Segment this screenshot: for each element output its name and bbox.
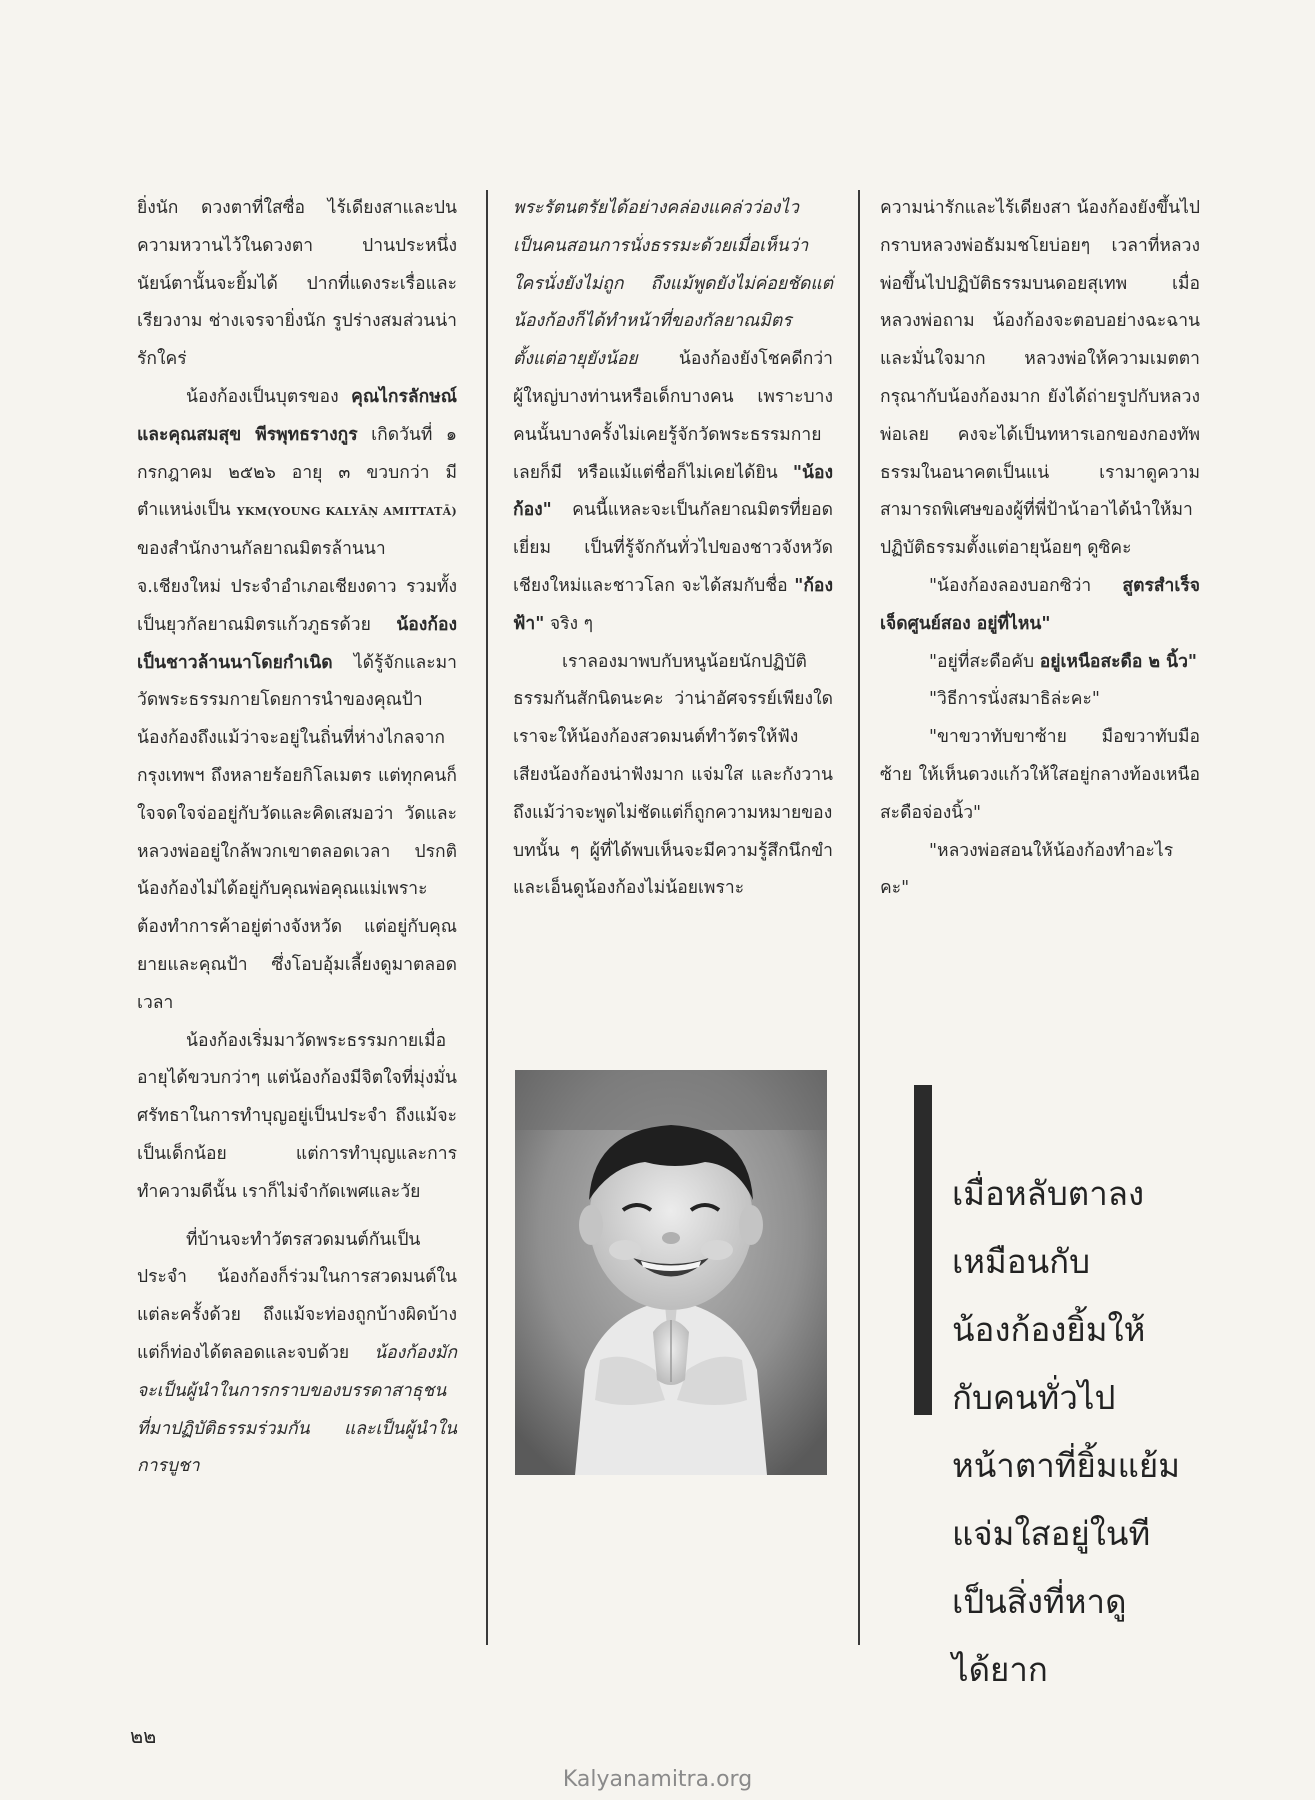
position-title: YKM(YOUNG KALYĀṆ AMITTATĀ)	[236, 505, 457, 519]
bold-phrase: น้องก้องเป็นชาวล้านนาโดยกำเนิด	[137, 614, 457, 673]
dialogue-line: "หลวงพ่อสอนให้น้องก้องทำอะไรคะ"	[880, 840, 1174, 899]
pullquote-line: แจ่มใสอยู่ในที	[952, 1514, 1151, 1553]
text: ของสำนักงานกัลยาณมิตรล้านนา จ.เชียงใหม่ ประจำอำเภอเชียงดาว รวมทั้งเป็นยุวกัลยาณมิตรแก้วภูธรด้วย	[137, 539, 457, 635]
text: น้องก้องเป็นบุตรของ	[186, 386, 352, 407]
dialogue-line: "ขาขวาทับขาซ้าย มือขวาทับมือซ้าย ให้เห็นดวงแก้วให้ใสอยู่กลางท้องเหนือสะดือจ่องนิ้ว"	[880, 727, 1200, 823]
paragraph	[137, 379, 457, 1023]
text: คนนี้แหละจะเป็นกัลยาณมิตรที่ยอดเยี่ยม เป็นที่รู้จักกันทั่วไปของชาวจังหวัดเชียงใหม่และชาวโลก จะได้สมกับชื่อ	[513, 500, 833, 596]
pullquote-line: กับคนทั่วไป	[952, 1378, 1116, 1417]
pullquote-line: เหมือนกับ	[952, 1242, 1091, 1281]
dialogue-line	[880, 568, 1200, 644]
article-column-1	[137, 190, 457, 1486]
bold-phrase: "น้องก้อง"	[513, 462, 833, 521]
paragraph	[513, 190, 833, 644]
paragraph: เราลองมาพบกับหนูน้อยนักปฏิบัติธรรมกันสักนิดนะคะ ว่าน่าอัศจรรย์เพียงใด เราจะให้น้องก้องสวดมนต์ทำวัตรให้ฟัง เสียงน้องก้องน่าฟังมาก แจ่มใส และกังวาน ถึงแม้ว่าจะพูดไม่ชัดแต่ก็ถูกความหมายของบทนั้น ๆ ผู้ที่ได้พบเห็นจะมีความรู้สึกนึกขำและเอ็นดูน้องก้องไม่น้อยเพราะ	[513, 651, 833, 899]
pullquote-line: ได้ยาก	[952, 1650, 1048, 1689]
pullquote-line: น้องก้องยิ้มให้	[952, 1310, 1146, 1349]
footer-watermark: Kalyanamitra.org	[562, 1767, 753, 1792]
column-divider	[486, 190, 488, 1645]
bold-phrase: "ก้องฟ้า"	[513, 575, 833, 634]
text: ได้รู้จักและมาวัดพระธรรมกายโดยการนำของคุณป้า น้องก้องถึงแม้ว่าจะอยู่ในถิ่นที่ห่างไกลจากกรุงเทพฯ ถึงหลายร้อยกิโลเมตร แต่ทุกคนก็ใจจดใจจ่ออยู่กับวัดและคิดเสมอว่า วัดและหลวงพ่ออยู่ใกล้พวกเขาตลอดเวลา ปรกติน้องก้องไม่ได้อยู่กับคุณพ่อคุณแม่เพราะต้องทำการค้าอยู่ต่างจังหวัด แต่อยู่กับคุณยายและคุณป้า ซึ่งโอบอุ้มเลี้ยงดูมาตลอดเวลา	[137, 652, 457, 1013]
pullquote-line: เมื่อหลับตาลง	[952, 1174, 1145, 1213]
bold-phrase: อยู่เหนือสะดือ ๒ นิ้ว"	[1039, 651, 1198, 672]
italic-phrase: น้องก้องมักจะเป็นผู้นำในการกราบของบรรดาสาธุชนที่มาปฏิบัติธรรมร่วมกัน และเป็นผู้นำในการบูชา	[137, 1342, 457, 1477]
pullquote-line: หน้าตาที่ยิ้มแย้ม	[952, 1446, 1181, 1485]
text: เกิดวันที่ ๑ กรกฎาคม ๒๕๒๖ อายุ ๓ ขวบกว่า มีตำแหน่งเป็น	[137, 424, 457, 521]
text: น้องก้องยังโชคดีกว่าผู้ใหญ่บางท่านหรือเด็กบางคน เพราะบางคนนั้นบางครั้งไม่เคยรู้จักวัดพระธรรมกายเลยก็มี หรือแม้แต่ชื่อก็ไม่เคยได้ยิน	[513, 349, 833, 483]
parents-names: คุณไกรลักษณ์และคุณสมสุข พีรพุทธรางกูร	[137, 386, 457, 445]
dialogue-line	[880, 644, 1200, 682]
paragraph: ยิ่งนัก ดวงตาที่ใสซื่อ ไร้เดียงสาและปนความหวานไว้ในดวงตา ปานประหนึ่งนัยน์ตานั้นจะยิ้มได้ ปากที่แดงระเรื่อและเรียวงาม ช่างเจรจายิ่งนัก รูปร่างสมส่วนน่ารักใคร่	[137, 198, 457, 370]
pullquote-bar	[914, 1085, 932, 1415]
text: ที่บ้านจะทำวัตรสวดมนต์กันเป็นประจำ น้องก้องก็ร่วมในการสวดมนต์ในแต่ละครั้งด้วย ถึงแม้จะท่องถูกบ้างผิดบ้างแต่ก็ท่องได้ตลอดและจบด้วย	[137, 1229, 457, 1363]
italic-phrase: พระรัตนตรัยได้อย่างคล่องแคล่วว่องไว เป็นคนสอนการนั่งธรรมะด้วยเมื่อเห็นว่าใครนั่งยังไม่ถูก ถึงแม้พูดยังไม่ค่อยชัดแต่น้องก้องก็ได้ทำหน้าที่ของกัลยาณมิตรตั้งแต่อายุยังน้อย	[513, 198, 833, 370]
page-number: ๒๒	[130, 1724, 157, 1748]
paragraph: น้องก้องเริ่มมาวัดพระธรรมกายเมื่ออายุได้ขวบกว่าๆ แต่น้องก้องมีจิตใจที่มุ่งมั่นศรัทธาในการทำบุญอยู่เป็นประจำ ถึงแม้จะเป็นเด็กน้อย แต่การทำบุญและการทำความดีนั้น เราก็ไม่จำกัดเพศและวัย	[137, 1030, 457, 1202]
column-divider	[858, 190, 860, 1645]
pullquote-line: เป็นสิ่งที่หาดู	[952, 1582, 1127, 1621]
article-column-3	[880, 190, 1200, 908]
text: จริง ๆ	[544, 613, 594, 634]
paragraph: ความน่ารักและไร้เดียงสา น้องก้องยังขึ้นไปกราบหลวงพ่อธัมมชโยบ่อยๆ เวลาที่หลวงพ่อขึ้นไปปฏิบัติธรรมบนดอยสุเทพ เมื่อหลวงพ่อถาม น้องก้องจะตอบอย่างฉะฉานและมั่นใจมาก หลวงพ่อให้ความเมตตากรุณากับน้องก้องมาก ยังได้ถ่ายรูปกับหลวงพ่อเลย คงจะได้เป็นทหารเอกของกองทัพธรรมในอนาคตเป็นแน่ เรามาดูความสามารถพิเศษของผู้ที่พี่ป้าน้าอาได้นำให้มาปฏิบัติธรรมตั้งแต่อายุน้อยๆ ดูซิคะ	[880, 198, 1200, 559]
dialogue-line: "วิธีการนั่งสมาธิล่ะคะ"	[929, 689, 1100, 710]
text: "น้องก้องลองบอกซิว่า	[929, 575, 1123, 596]
pullquote	[952, 1160, 1212, 1704]
bold-phrase: สูตรสำเร็จเจ็ดศูนย์สอง อยู่ที่ไหน"	[880, 575, 1200, 634]
child-photo	[515, 1070, 827, 1475]
article-column-2	[513, 190, 833, 908]
paragraph	[137, 1222, 457, 1487]
child-praying-image	[515, 1070, 827, 1475]
text: "อยู่ที่สะดือคับ	[929, 651, 1040, 672]
